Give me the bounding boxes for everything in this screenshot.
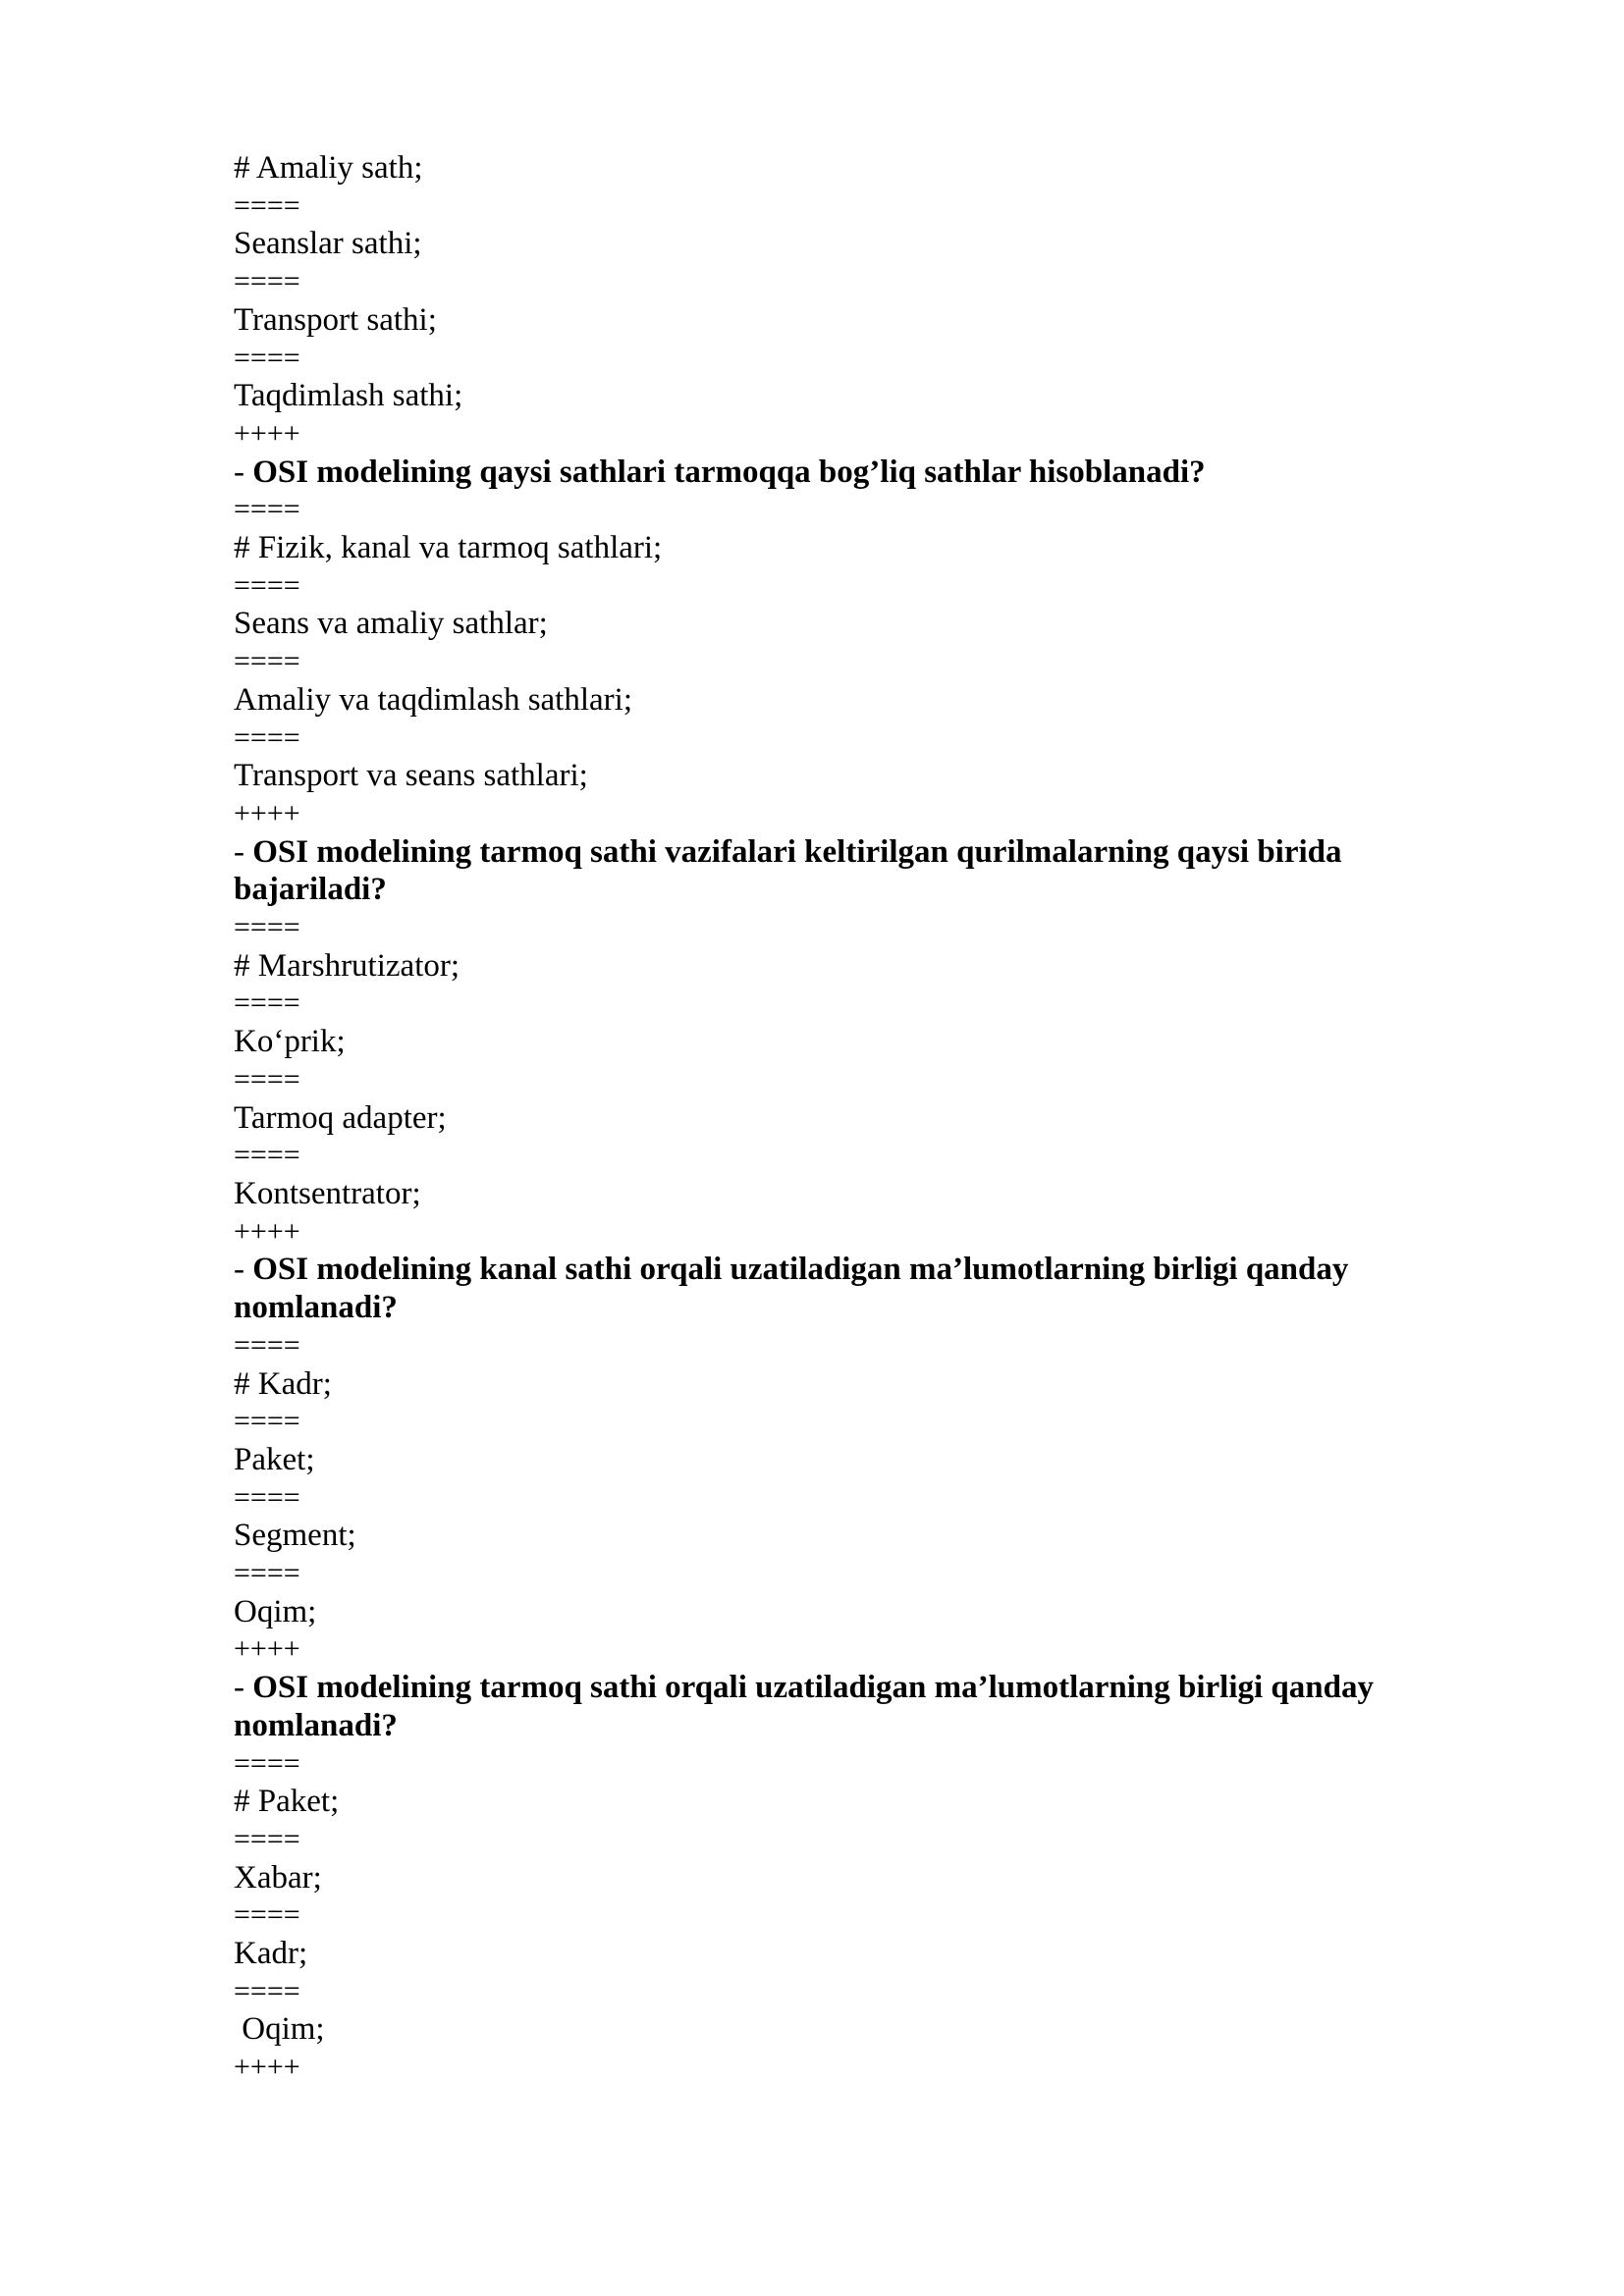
- separator-line: ====: [234, 493, 300, 526]
- document-body: [234, 149, 1402, 2087]
- separator-line: ====: [234, 911, 300, 944]
- separator-line: ++++: [234, 2051, 300, 2084]
- answer-option: Kontsentrator;: [234, 1175, 421, 1211]
- question-line: [234, 833, 1402, 909]
- answer-option: Oqim;: [234, 1593, 317, 1629]
- separator-line: ====: [234, 1328, 300, 1362]
- answer-option: Xabar;: [234, 1859, 322, 1896]
- question-dash: -: [234, 454, 253, 490]
- separator-line: ====: [234, 341, 300, 374]
- answer-option: # Fizik, kanal va tarmoq sathlari;: [234, 530, 663, 566]
- separator-line: ====: [234, 1139, 300, 1172]
- answer-option: Seanslar sathi;: [234, 226, 422, 262]
- answer-option: Ko‘prik;: [234, 1024, 346, 1060]
- separator-line: ====: [234, 1746, 300, 1780]
- answer-option: # Paket;: [234, 1784, 340, 1820]
- answer-option: Segment;: [234, 1518, 356, 1554]
- answer-option: Transport va seans sathlari;: [234, 758, 588, 794]
- answer-option: # Marshrutizator;: [234, 947, 460, 984]
- answer-option: # Amaliy sath;: [234, 150, 423, 186]
- separator-line: ====: [234, 1405, 300, 1438]
- question-dash: -: [234, 1252, 253, 1288]
- question-dash: -: [234, 833, 253, 870]
- answer-option: Taqdimlash sathi;: [234, 378, 463, 414]
- separator-line: ====: [234, 188, 300, 222]
- question-line: [234, 1669, 1402, 1744]
- separator-line: ++++: [234, 1632, 300, 1666]
- answer-option: Paket;: [234, 1441, 315, 1477]
- question-line: [234, 454, 1402, 492]
- question-text: OSI modelining tarmoq sathi vazifalari keltirilgan qurilmalarning qaysi birida bajariladi?: [234, 833, 1350, 908]
- question-text: OSI modelining kanal sathi orqali uzatiladigan ma’lumotlarning birligi qanday nomlanadi?: [234, 1252, 1357, 1326]
- answer-option: Transport sathi;: [234, 301, 437, 338]
- separator-line: ====: [234, 1822, 300, 1855]
- answer-option: Seans va amaliy sathlar;: [234, 606, 548, 642]
- answer-option: # Kadr;: [234, 1365, 332, 1402]
- separator-line: ====: [234, 265, 300, 298]
- separator-line: ====: [234, 1974, 300, 2007]
- separator-line: ++++: [234, 416, 300, 450]
- question-dash: -: [234, 1670, 253, 1706]
- separator-line: ++++: [234, 1214, 300, 1248]
- question-text: OSI modelining tarmoq sathi orqali uzatiladigan ma’lumotlarning birligi qanday nomlanadi?: [234, 1670, 1382, 1743]
- question-text: OSI modelining qaysi sathlari tarmoqqa bog’liq sathlar hisoblanadi?: [252, 454, 1206, 490]
- separator-line: ====: [234, 721, 300, 754]
- separator-line: ====: [234, 1898, 300, 1932]
- separator-line: ====: [234, 568, 300, 602]
- question-line: [234, 1251, 1402, 1326]
- answer-option: Oqim;: [234, 2011, 325, 2048]
- separator-line: ====: [234, 1557, 300, 1590]
- answer-option: Amaliy va taqdimlash sathlari;: [234, 681, 632, 718]
- answer-option: Kadr;: [234, 1936, 308, 1972]
- separator-line: ====: [234, 1062, 300, 1095]
- separator-line: ====: [234, 645, 300, 678]
- separator-line: ====: [234, 1480, 300, 1514]
- separator-line: ====: [234, 987, 300, 1020]
- answer-option: Tarmoq adapter;: [234, 1099, 447, 1136]
- separator-line: ++++: [234, 796, 300, 829]
